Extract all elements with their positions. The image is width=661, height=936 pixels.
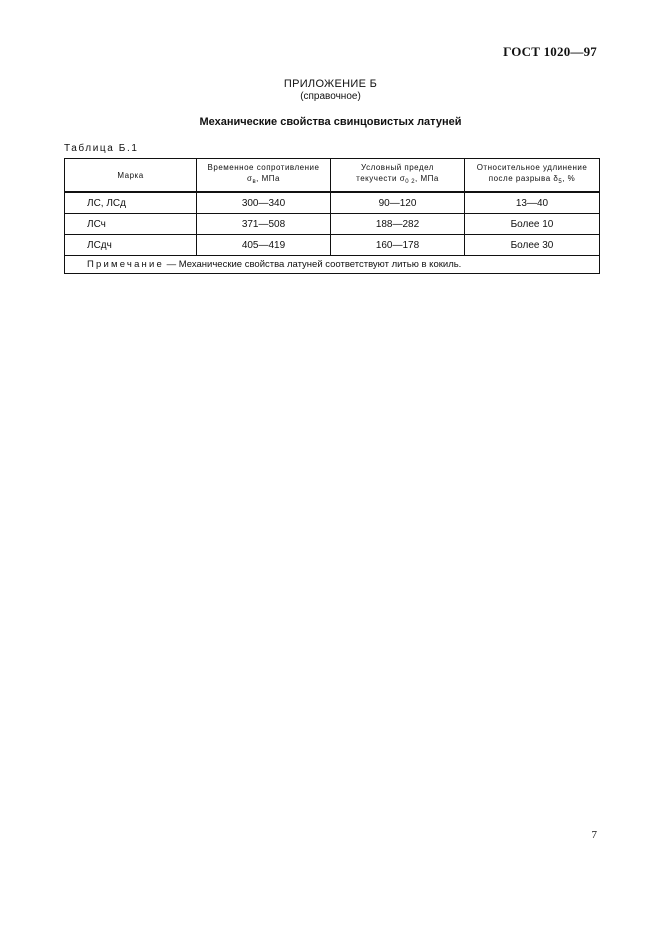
note-label: Примечание: [87, 259, 164, 270]
cell-elongation: 13—40: [465, 192, 600, 214]
cell-yield-strength: 160—178: [331, 235, 465, 256]
cell-grade: ЛСч: [65, 214, 197, 235]
col-header-elongation: Относительное удлинение после разрыва $\delta_5$, %: [465, 159, 600, 193]
table-row: [65, 235, 600, 256]
cell-tensile-strength: 405—419: [197, 235, 331, 256]
section-heading: Механические свойства свинцовистых латуней: [199, 116, 462, 128]
annex-title: ПРИЛОЖЕНИЕ Б: [283, 78, 378, 90]
table-row: [65, 192, 600, 214]
properties-table-grid: [64, 158, 600, 274]
properties-table: [64, 158, 599, 274]
col-header-grade: [65, 159, 197, 193]
table-header-row: [65, 159, 600, 193]
table-note-row: [65, 256, 600, 274]
cell-tensile-strength: 300—340: [197, 192, 331, 214]
annex-subtitle: (справочное): [300, 91, 361, 102]
page-number: 7: [591, 829, 597, 841]
cell-grade: ЛСдч: [65, 235, 197, 256]
cell-yield-strength: 90—120: [331, 192, 465, 214]
cell-yield-strength: 188—282: [331, 214, 465, 235]
table-row: [65, 214, 600, 235]
cell-grade: ЛС, ЛСд: [65, 192, 197, 214]
table-note: [65, 256, 600, 274]
cell-tensile-strength: 371—508: [197, 214, 331, 235]
col-header-tensile-strength: Временное сопротивление $\sigma_в$, МПа: [197, 159, 331, 193]
col-header-grade-label: Марка: [117, 170, 144, 180]
col-header-yield-strength: Условный предел текучести $\sigma_{0 2}$, МПа: [331, 159, 465, 193]
cell-elongation: Более 10: [465, 214, 600, 235]
note-text: — Механические свойства латуней соответствуют литью в кокиль.: [164, 259, 462, 270]
cell-elongation: Более 30: [465, 235, 600, 256]
standard-code: ГОСТ 1020—97: [503, 44, 597, 59]
table-label: Таблица Б.1: [64, 143, 139, 154]
